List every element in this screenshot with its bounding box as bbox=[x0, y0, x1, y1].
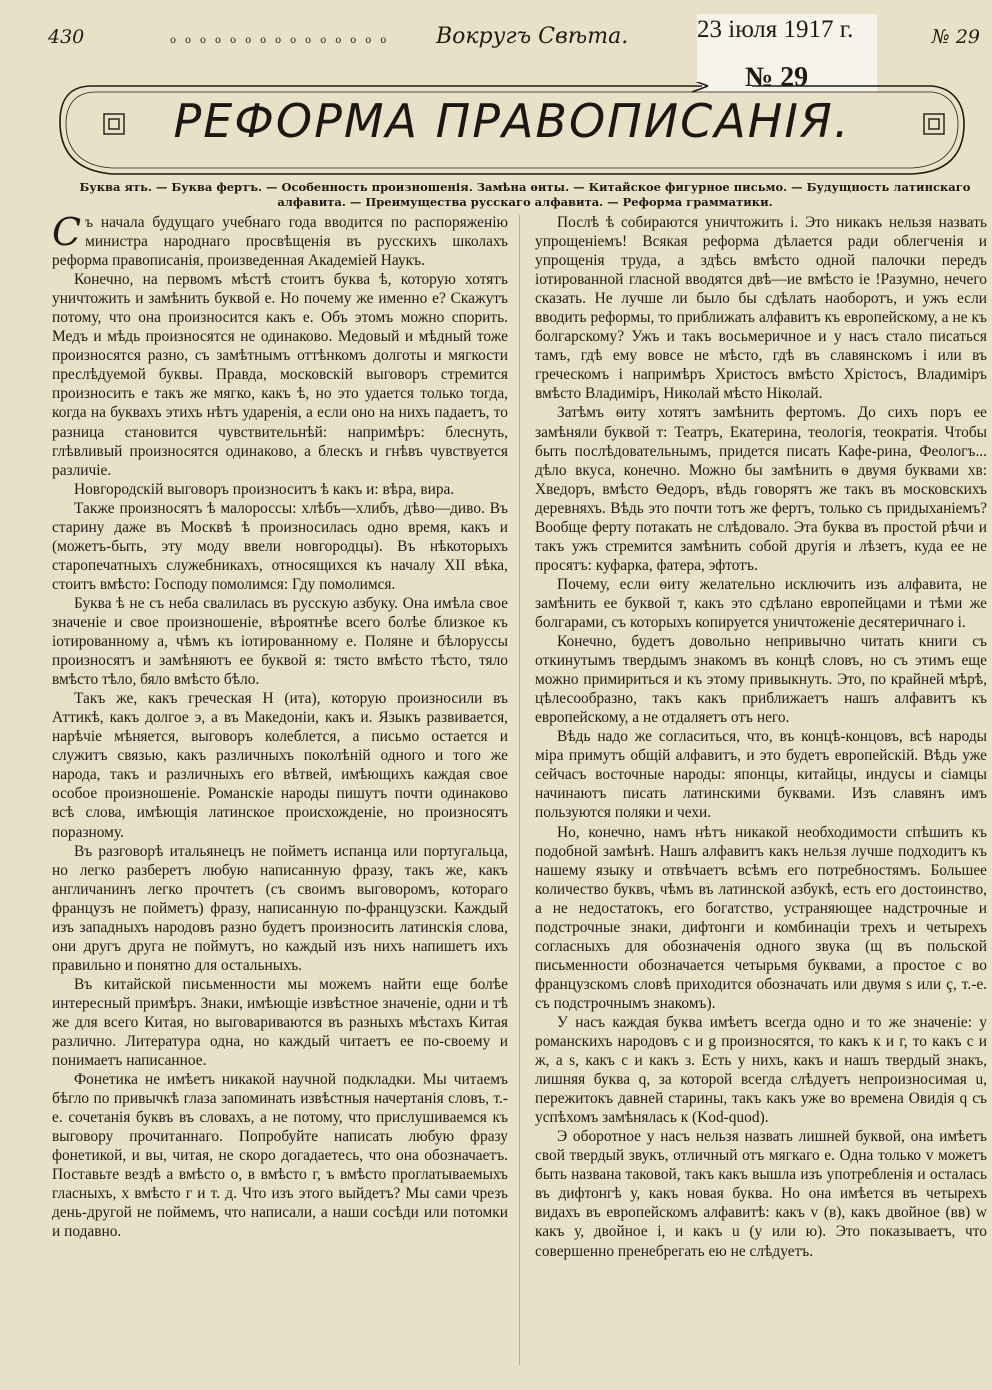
paragraph: Почему, если ѳиту желательно исключить изъ алфавита, не замѣнить ее буквой т, какъ это сдѣлано европейцами и тѣми же болгарами, съ которыхъ копируется уничтоженіе десятеричнаго і. bbox=[535, 575, 987, 631]
paragraph: Фонетика не имѣетъ никакой научной подкладки. Мы читаемъ бѣгло по привычкѣ глаза запоминать извѣстныя начертанія словъ, т.-е. сочетанія буквъ въ словахъ, а не потому, что прислушиваемся къ выговору прочитаннаго. Попробуйте написать любую фразу фонетикой, и вы, читая, не скоро догадаетесь, что она обозначаетъ. Поставьте вездѣ а вмѣсто о, в вмѣсто г, ъ вмѣсто проглатываемыхъ гласныхъ, х вмѣсто г и т. д. Что изъ этого выйдетъ? Мы сами чрезъ день-другой не поймемъ, что написали, а наши сосѣди или потомки и подавно. bbox=[52, 1071, 508, 1241]
article-subtitle: Буква ять. — Буква фертъ. — Особенность произношенія. Замѣна ѳиты. — Китайское фигурное письмо. — Будущность латинскаго алфавита. — Преимущества русскаго алфавита. — Реформа грамматики. bbox=[79, 180, 971, 209]
issue-label-sticker bbox=[697, 14, 877, 92]
paragraph: Но, конечно, намъ нѣтъ никакой необходимости спѣшить къ подобной замѣнѣ. Нашъ алфавитъ какъ нельзя лучше подходитъ къ нашему языку и отвѣчаетъ всѣмъ его потребностямъ. Большее количество буквъ, чѣмъ въ латинской азбукѣ, есть его достоинство, а не недостатокъ, его богатство, устраняющее надстрочные и подстрочные знаки, дифтонги и комбинаціи трехъ и четырехъ согласныхъ для обозначенія одного звука (щ въ польской письменности обозначается четырьмя буквами, а простое с во французскомъ словѣ приходится обозначать или двумя s или ç, т.-е. съ подстрочнымъ знакомъ). bbox=[535, 823, 987, 1012]
page-number: 430 bbox=[48, 26, 85, 48]
paragraph: Конечно, на первомъ мѣстѣ стоитъ буква ѣ, которую хотятъ уничтожить и замѣнить буквой е. Но почему же именно е? Скажутъ потому, что она произносится какъ е. Объ этомъ можно спорить. Медъ и мѣдь произносятся не одинаково. Медовый и мѣдный тоже произносятся разно, съ замѣтнымъ оттѣнкомъ долготы и мягкости преслѣдуемой буквы. Правда, московскій выговоръ стремится произносить е такъ же мягко, какъ ѣ, но это удается только тогда, когда на буквахъ этихъ нѣтъ ударенія, а если оно на нихъ падаетъ, то разница становится чувствительнѣй: напримѣръ: блеснуть, глѣвливый произносятся одинаково, а блескъ и гнѣвъ чувствуется различіе. bbox=[52, 271, 508, 479]
paragraph: Конечно, будетъ довольно непривычно читать книги съ откинутымъ твердымъ знакомъ въ концѣ словъ, но съ этимъ еще можно примириться и къ этому привыкнуть. Это, по крайней мѣрѣ, цѣлесообразно, такъ какъ приближаетъ нашъ алфавитъ къ европейскому, а не отдаляетъ отъ него. bbox=[535, 633, 987, 727]
paragraph: Въ разговорѣ итальянецъ не пойметъ испанца или португальца, но легко разберетъ любую написанную фразу, такъ же, какъ англичанинъ легко прочтетъ (съ своимъ выговоромъ, котораго французъ не пойметъ) фразу, написанную по-французски. Каждый изъ западныхъ народовъ разно будетъ произносить латинскія слова, они другъ друга не поймутъ, но каждый изъ нихъ напишетъ ихъ правильно и понятно для остальныхъ. bbox=[52, 842, 508, 974]
article-title: РЕФОРМА ПРАВОПИСАНІЯ. bbox=[173, 94, 851, 148]
drop-cap: С bbox=[52, 210, 82, 254]
paragraph: Новгородскій выговоръ произноситъ ѣ какъ и: вѣра, вира. bbox=[74, 480, 455, 498]
paragraph: Э оборотное у насъ нельзя назвать лишней буквой, она имѣетъ свой твердый звукъ, отличный отъ мягкаго е. Одна только v можетъ быть названа таковой, такъ какъ вышла изъ употребленія и осталась въ дифтонгѣ у, какъ новая буква. Но она имѣется въ четырехъ видахъ въ европейскомъ алфавитѣ: какъ v (в), какъ двойное (вв) w какъ у, двойное і, и какъ u (у или ю). Это показываетъ, что совершенно пренебрегать ею не слѣдуетъ. bbox=[535, 1128, 987, 1260]
issue-number: № 29 bbox=[931, 26, 980, 48]
paragraph: Буква ѣ не съ неба свалилась въ русскую азбуку. Она имѣла свое значеніе и свое произношеніе, вѣроятнѣе всего болѣе близкое къ іотированному а, чѣмъ къ іотированному е. Поляне и бѣлоруссы произносятъ и замѣняютъ ее буквой я: тясто вмѣсто тѣсто, тяло вмѣсто тѣло, бяло вмѣсто бѣло. bbox=[52, 594, 508, 689]
paragraph: Въ китайской письменности мы можемъ найти еще болѣе интересный примѣръ. Знаки, имѣющіе извѣстное значеніе, одни и тѣ же для всего Китая, но выговариваются въ разныхъ мѣстахъ Китая различно. Литература одна, но каждый читаетъ ее по-своему и понимаетъ написанное. bbox=[52, 975, 508, 1070]
header-ornament-left: ооооооооооооооо bbox=[170, 35, 396, 46]
paragraph: Затѣмъ ѳиту хотятъ замѣнить фертомъ. До сихъ поръ ее замѣняли буквой т: Театръ, Екатерина, теологія, теократія. Чтобы быть послѣдовательнымъ, придется писать Кафе-рина, Феологъ... дѣло вкуса, конечно. Можно бы замѣнить ѳ двумя буквами хв: Хведоръ, вмѣсто Ѳедоръ, вѣдь говорятъ же такъ въ московскихъ деревняхъ. Вѣдь это почти тотъ же фертъ, только съ придыханіемъ? Вообще ферту потакать не слѣдовало. Эта буква въ простой рѣчи и такъ ужъ стремится замѣнить собой другія и лѣзетъ, куда ее не просятъ: куфарка, фатера, эфтотъ. bbox=[535, 404, 987, 574]
issue-label-number: № 29 bbox=[745, 62, 809, 93]
journal-title: Вокругъ Свѣта. bbox=[436, 24, 629, 49]
paragraph: Вѣдь надо же согласиться, что, въ концѣ-концовъ, всѣ народы міра примутъ общій алфавитъ, и это будетъ европейскій. Вѣдь уже сейчасъ восточные народы: японцы, китайцы, индусы и сіамцы начинаютъ писать латинскими буквами. Изъ славянъ имъ пользуются поляки и чехи. bbox=[535, 728, 987, 822]
right-column bbox=[535, 213, 987, 1261]
title-banner bbox=[52, 82, 972, 182]
issue-date: 23 іюля 1917 г. bbox=[697, 16, 854, 43]
paragraph: Съ начала будущаго учебнаго года вводится по распоряженію министра народнаго просвѣщенія въ русскихъ школахъ реформа правописанія, произведенная Академіей Наукъ. bbox=[52, 210, 508, 270]
paragraph: Такъ же, какъ греческая Н (ита), которую произносили въ Аттикѣ, какъ долгое э, а въ Македоніи, какъ и. Языкъ развивается, нарѣчіе мѣняется, выговоръ колеблется, а письмо остается и служитъ связью, какъ различныхъ поколѣній одного и того же народа, такъ и различныхъ его вѣтвей, имѣющихъ каждая свое особое произношеніе. Романскіе народы пишутъ почти одинаково всѣ слова, имѣющія латинское происхожденіе, но произносятъ поразному. bbox=[52, 690, 508, 841]
paragraph: У насъ каждая буква имѣетъ всегда одно и то же значеніе: у романскихъ народовъ с и g произносятся, то какъ к и г, то какъ с и ж, а s, какъ с и какъ з. Есть у нихъ, какъ и нашъ твердый знакъ, лишняя буква q, за которой всегда слѣдуетъ непроизносимая u, пережитокъ давней старины, такъ какъ уже во времена Овидія q съ успѣхомъ замѣнялась к (Kod-quod). bbox=[535, 1013, 987, 1127]
paragraph: Также произносятъ ѣ малороссы: хлѣбъ—хлибъ, дѣво—диво. Въ старину даже въ Москвѣ ѣ произносилась одно время, какъ и (можетъ-быть, эту моду ввели новгородцы). Въ нѣкоторыхъ старопечатныхъ служебникахъ, относящихся къ началу XII вѣка, стоитъ вмѣсто: Господу помолимся: Гду помолимся. bbox=[52, 499, 508, 593]
left-column bbox=[52, 210, 508, 1242]
column-divider bbox=[519, 215, 520, 1365]
paragraph: Послѣ ѣ собираются уничтожить і. Это никакъ нельзя назвать упрощеніемъ! Всякая реформа дѣлается ради облегченія и упрощенія труда, а здѣсь вмѣсто одной палочки передъ іотированной гласной вводятся двѣ—ие вмѣсто іе !Разумно, нечего сказать. Не лучше ли было бы сдѣлать наоборотъ, и ужъ если вводить реформы, то приближать алфавитъ къ европейскому, а не къ болгарскому? Ужъ и такъ восьмеричное и у насъ стало писаться тамъ, гдѣ ему вовсе не мѣсто, гдѣ въ славянскомъ і или въ греческомъ і напримѣръ Христосъ вмѣсто Хрістосъ, Владиміръ вмѣсто Владиміръ, Николай мѣсто Ніколай. bbox=[535, 214, 987, 403]
